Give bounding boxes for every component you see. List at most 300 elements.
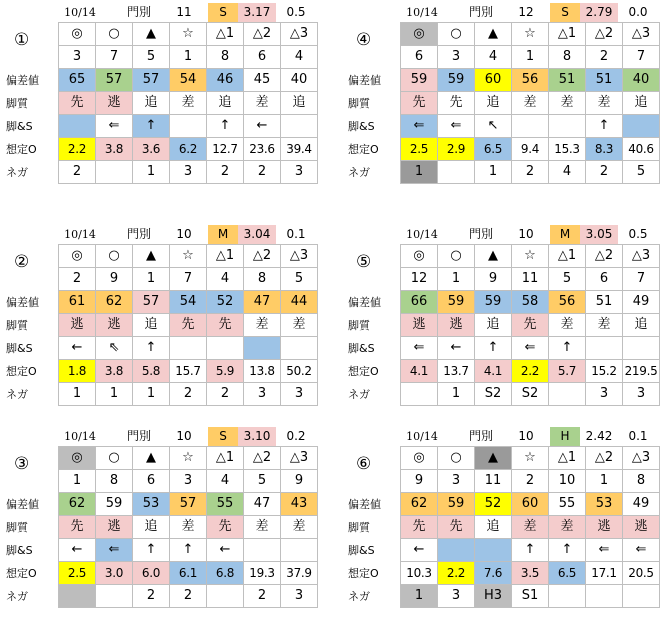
race-value: 2.79	[580, 3, 618, 22]
horse-cell: 4	[475, 46, 512, 69]
odds-cell: 5.7	[549, 360, 586, 383]
style-cell: 逃	[59, 314, 96, 337]
odds-cell: 37.9	[281, 562, 318, 585]
horse-cell: 1	[59, 470, 96, 493]
row-label: 脚&S	[348, 342, 375, 355]
style-cell: 追	[475, 92, 512, 115]
horse-cell: 7	[170, 268, 207, 291]
score-cell: 57	[96, 69, 133, 92]
leg-cell: ←	[438, 337, 475, 360]
style-cell: 先	[401, 516, 438, 539]
mark-cell: ◎	[59, 447, 96, 470]
mark-cell: △1	[549, 23, 586, 46]
style-cell: 差	[244, 314, 281, 337]
mark-row	[400, 446, 661, 469]
odds-cell: 1.8	[59, 360, 96, 383]
nega-cell	[549, 383, 586, 406]
race-grade: S	[208, 427, 238, 446]
horse-cell: 5	[549, 268, 586, 291]
leg-row	[348, 114, 661, 137]
nega-cell: 3	[170, 161, 207, 184]
nega-cell: 3	[623, 383, 660, 406]
horse-cell: 5	[133, 46, 170, 69]
nega-cell	[207, 585, 244, 608]
race-extra: 0.0	[628, 5, 648, 19]
horse-cell: 11	[512, 268, 549, 291]
race-extra: 0.5	[628, 227, 648, 241]
mark-cell: ☆	[512, 245, 549, 268]
horse-cell: 3	[170, 470, 207, 493]
row-label: 偏差値	[348, 498, 381, 511]
race-date: 10/14	[406, 430, 438, 443]
score-cell: 51	[586, 69, 623, 92]
score-cell: 52	[475, 493, 512, 516]
nega-cell: 3	[438, 585, 475, 608]
row-label: 想定O	[6, 365, 37, 378]
odds-cell: 5.8	[133, 360, 170, 383]
horse-cell: 9	[475, 268, 512, 291]
horse-cell: 7	[623, 46, 660, 69]
nega-cell: 3	[281, 383, 318, 406]
score-cell: 57	[133, 69, 170, 92]
leg-cell	[244, 337, 281, 360]
mark-cell: ◎	[401, 245, 438, 268]
nega-cell: 1	[96, 383, 133, 406]
nega-cell: 1	[475, 161, 512, 184]
odds-row	[6, 359, 320, 382]
leg-cell: ⇐	[586, 539, 623, 562]
odds-cell: 5.9	[207, 360, 244, 383]
horse-cell: 5	[244, 470, 281, 493]
odds-row	[348, 561, 661, 584]
panel-index: ②	[14, 252, 30, 272]
odds-cell: 8.3	[586, 138, 623, 161]
horse-cell: 2	[59, 268, 96, 291]
leg-row	[6, 336, 320, 359]
style-row	[348, 313, 661, 336]
race-venue: 門別	[468, 227, 493, 241]
style-cell: 追	[281, 92, 318, 115]
horse-cell: 3	[438, 470, 475, 493]
style-cell: 追	[623, 92, 660, 115]
mark-row	[58, 22, 320, 45]
leg-cell	[512, 115, 549, 138]
race-venue: 門別	[126, 429, 151, 443]
nega-row	[6, 382, 320, 405]
mark-cell: △2	[244, 245, 281, 268]
leg-cell: ↖	[475, 115, 512, 138]
horse-cell: 8	[207, 46, 244, 69]
odds-cell: 2.9	[438, 138, 475, 161]
race-grade: H	[550, 427, 580, 446]
horse-cell: 3	[438, 46, 475, 69]
horse-row	[400, 45, 661, 68]
leg-cell: ↑	[586, 115, 623, 138]
horse-cell: 4	[207, 470, 244, 493]
horse-cell: 1	[512, 46, 549, 69]
row-label: 偏差値	[348, 296, 381, 309]
nega-cell: 2	[244, 161, 281, 184]
horse-cell: 9	[401, 470, 438, 493]
odds-cell: 6.5	[549, 562, 586, 585]
score-cell: 60	[512, 493, 549, 516]
horse-cell: 10	[549, 470, 586, 493]
style-cell: 先	[59, 516, 96, 539]
leg-row	[348, 336, 661, 359]
race-header	[58, 424, 320, 446]
nega-cell	[96, 585, 133, 608]
odds-cell: 2.5	[59, 562, 96, 585]
score-cell: 59	[438, 69, 475, 92]
race-value: 3.05	[580, 225, 618, 244]
odds-cell: 23.6	[244, 138, 281, 161]
style-cell: 追	[475, 516, 512, 539]
score-row	[6, 492, 320, 515]
style-cell: 逃	[586, 516, 623, 539]
mark-cell: △3	[281, 23, 318, 46]
race-value: 3.17	[238, 3, 276, 22]
odds-cell: 3.8	[96, 360, 133, 383]
style-cell: 先	[512, 314, 549, 337]
score-cell: 47	[244, 291, 281, 314]
nega-cell: 4	[549, 161, 586, 184]
score-cell: 56	[549, 291, 586, 314]
odds-cell: 40.6	[623, 138, 660, 161]
leg-row	[348, 538, 661, 561]
style-cell: 先	[59, 92, 96, 115]
leg-cell: ⇐	[96, 539, 133, 562]
horse-cell: 4	[207, 268, 244, 291]
nega-cell: 3	[281, 161, 318, 184]
row-label: 想定O	[6, 567, 37, 580]
mark-cell: △2	[586, 447, 623, 470]
mark-cell: △1	[549, 245, 586, 268]
mark-cell: ○	[438, 23, 475, 46]
mark-row	[58, 446, 320, 469]
score-cell: 54	[170, 291, 207, 314]
leg-cell: ↑	[133, 337, 170, 360]
score-row	[6, 68, 320, 91]
score-cell: 56	[512, 69, 549, 92]
nega-cell: 2	[512, 161, 549, 184]
race-number: 11	[176, 5, 192, 19]
race-venue: 門別	[468, 429, 493, 443]
odds-cell: 50.2	[281, 360, 318, 383]
odds-cell: 15.2	[586, 360, 623, 383]
mark-cell: ◎	[401, 23, 438, 46]
horse-cell: 6	[401, 46, 438, 69]
race-number: 10	[518, 227, 534, 241]
race-header	[58, 0, 320, 22]
nega-cell	[401, 383, 438, 406]
leg-cell: ←	[401, 539, 438, 562]
score-cell: 53	[586, 493, 623, 516]
nega-cell: 3	[244, 383, 281, 406]
score-cell: 45	[244, 69, 281, 92]
nega-cell: 1	[59, 383, 96, 406]
score-cell: 60	[475, 69, 512, 92]
horse-cell: 6	[586, 268, 623, 291]
score-cell: 49	[623, 493, 660, 516]
nega-cell: 5	[623, 161, 660, 184]
horse-cell: 11	[475, 470, 512, 493]
score-cell: 55	[207, 493, 244, 516]
leg-cell: ⇐	[96, 115, 133, 138]
leg-cell	[244, 539, 281, 562]
score-cell: 51	[586, 291, 623, 314]
style-cell: 逃	[623, 516, 660, 539]
style-cell: 追	[623, 314, 660, 337]
leg-row	[6, 114, 320, 137]
style-cell: 逃	[438, 314, 475, 337]
score-cell: 47	[244, 493, 281, 516]
style-row	[6, 91, 320, 114]
score-row	[348, 492, 661, 515]
style-cell: 差	[549, 314, 586, 337]
leg-cell: ↑	[549, 539, 586, 562]
leg-cell	[623, 337, 660, 360]
odds-row	[348, 137, 661, 160]
odds-cell: 6.8	[207, 562, 244, 585]
leg-cell: ↑	[512, 539, 549, 562]
race-extra: 0.1	[286, 227, 306, 241]
race-number: 10	[518, 429, 534, 443]
nega-cell: 2	[133, 585, 170, 608]
odds-cell: 10.3	[401, 562, 438, 585]
score-cell: 53	[133, 493, 170, 516]
row-label: 脚質	[6, 97, 28, 110]
horse-cell: 12	[401, 268, 438, 291]
mark-cell: △2	[244, 23, 281, 46]
row-label: 脚&S	[6, 342, 33, 355]
odds-cell: 2.2	[512, 360, 549, 383]
race-value: 3.10	[238, 427, 276, 446]
nega-cell: H3	[475, 585, 512, 608]
row-label: 偏差値	[348, 74, 381, 87]
odds-cell: 13.8	[244, 360, 281, 383]
row-label: ネガ	[348, 590, 370, 603]
horse-cell: 2	[586, 46, 623, 69]
score-cell: 62	[401, 493, 438, 516]
leg-cell: ⇐	[401, 115, 438, 138]
score-row	[6, 290, 320, 313]
race-number: 12	[518, 5, 534, 19]
panel-index: ⑤	[356, 252, 372, 272]
score-cell: 62	[59, 493, 96, 516]
style-row	[348, 515, 661, 538]
style-cell: 追	[133, 92, 170, 115]
race-grade: S	[208, 3, 238, 22]
score-cell: 59	[438, 493, 475, 516]
score-cell: 58	[512, 291, 549, 314]
leg-cell	[586, 337, 623, 360]
mark-cell: ◎	[401, 447, 438, 470]
score-cell: 49	[623, 291, 660, 314]
horse-row	[58, 469, 320, 492]
mark-cell: △1	[549, 447, 586, 470]
odds-cell: 2.2	[59, 138, 96, 161]
mark-cell: ▲	[133, 447, 170, 470]
style-cell: 逃	[96, 314, 133, 337]
leg-cell: ↑	[170, 539, 207, 562]
mark-cell: ☆	[170, 23, 207, 46]
mark-cell: ▲	[133, 23, 170, 46]
horse-cell: 9	[281, 470, 318, 493]
leg-cell: ←	[207, 539, 244, 562]
style-cell: 先	[207, 314, 244, 337]
odds-cell: 219.5	[623, 360, 660, 383]
nega-cell: 2	[170, 383, 207, 406]
style-cell: 逃	[96, 92, 133, 115]
row-label: 想定O	[348, 567, 379, 580]
odds-cell: 9.4	[512, 138, 549, 161]
row-label: 脚質	[6, 521, 28, 534]
mark-cell: △1	[207, 447, 244, 470]
style-cell: 差	[586, 92, 623, 115]
odds-cell: 7.6	[475, 562, 512, 585]
odds-cell: 4.1	[475, 360, 512, 383]
row-label: 想定O	[348, 365, 379, 378]
leg-cell	[438, 539, 475, 562]
nega-cell	[96, 161, 133, 184]
race-extra: 0.1	[628, 429, 648, 443]
horse-cell: 2	[512, 470, 549, 493]
leg-cell: ⇐	[623, 539, 660, 562]
mark-row	[400, 244, 661, 267]
nega-cell	[623, 585, 660, 608]
horse-cell: 8	[244, 268, 281, 291]
nega-cell	[59, 585, 96, 608]
nega-cell: 1	[401, 161, 438, 184]
style-row	[348, 91, 661, 114]
nega-cell: 2	[586, 161, 623, 184]
style-cell: 差	[586, 314, 623, 337]
style-cell: 追	[133, 516, 170, 539]
score-cell: 46	[207, 69, 244, 92]
race-date: 10/14	[64, 430, 96, 443]
horse-cell: 1	[438, 268, 475, 291]
horse-cell: 1	[586, 470, 623, 493]
race-grade: S	[550, 3, 580, 22]
odds-cell: 3.6	[133, 138, 170, 161]
style-cell: 差	[281, 516, 318, 539]
leg-cell	[281, 539, 318, 562]
odds-cell: 6.1	[170, 562, 207, 585]
mark-cell: △3	[623, 23, 660, 46]
row-label: 脚質	[348, 521, 370, 534]
mark-cell: ☆	[170, 245, 207, 268]
row-label: ネガ	[6, 388, 28, 401]
score-cell: 54	[170, 69, 207, 92]
horse-cell: 3	[59, 46, 96, 69]
nega-row	[6, 160, 320, 183]
nega-cell: 2	[207, 161, 244, 184]
race-panel	[348, 222, 661, 405]
score-cell: 40	[623, 69, 660, 92]
row-label: ネガ	[6, 166, 28, 179]
mark-cell: △1	[207, 245, 244, 268]
nega-cell: 1	[401, 585, 438, 608]
horse-row	[400, 469, 661, 492]
horse-cell: 6	[133, 470, 170, 493]
row-label: 脚質	[348, 319, 370, 332]
odds-cell: 3.8	[96, 138, 133, 161]
horse-cell: 1	[170, 46, 207, 69]
nega-cell: 2	[244, 585, 281, 608]
score-cell: 65	[59, 69, 96, 92]
race-extra: 0.2	[286, 429, 306, 443]
nega-cell: 1	[133, 383, 170, 406]
leg-cell: ⇖	[96, 337, 133, 360]
row-label: 脚&S	[348, 120, 375, 133]
style-cell: 先	[207, 516, 244, 539]
leg-cell	[475, 539, 512, 562]
horse-row	[58, 45, 320, 68]
style-cell: 差	[512, 92, 549, 115]
score-cell: 44	[281, 291, 318, 314]
race-header	[400, 222, 661, 244]
nega-cell: S1	[512, 585, 549, 608]
horse-row	[58, 267, 320, 290]
score-cell: 55	[549, 493, 586, 516]
horse-cell: 7	[96, 46, 133, 69]
mark-cell: ☆	[512, 447, 549, 470]
odds-cell: 3.0	[96, 562, 133, 585]
score-cell: 66	[401, 291, 438, 314]
odds-cell: 6.2	[170, 138, 207, 161]
odds-cell: 15.7	[170, 360, 207, 383]
nega-row	[348, 160, 661, 183]
row-label: 偏差値	[6, 498, 39, 511]
race-grade: M	[208, 225, 238, 244]
nega-row	[6, 584, 320, 607]
nega-cell: S2	[475, 383, 512, 406]
race-date: 10/14	[406, 6, 438, 19]
horse-cell: 9	[96, 268, 133, 291]
mark-cell: △1	[207, 23, 244, 46]
score-cell: 57	[170, 493, 207, 516]
panel-index: ④	[356, 30, 372, 50]
race-header	[400, 0, 661, 22]
leg-cell: ↑	[133, 539, 170, 562]
panel-index: ①	[14, 30, 30, 50]
race-extra: 0.5	[286, 5, 306, 19]
odds-row	[6, 561, 320, 584]
score-row	[348, 290, 661, 313]
row-label: 脚質	[348, 97, 370, 110]
leg-cell	[281, 115, 318, 138]
nega-cell: S2	[512, 383, 549, 406]
horse-cell: 8	[96, 470, 133, 493]
odds-cell: 2.2	[438, 562, 475, 585]
mark-cell: △2	[586, 23, 623, 46]
race-date: 10/14	[64, 6, 96, 19]
score-cell: 59	[438, 291, 475, 314]
odds-cell: 13.7	[438, 360, 475, 383]
odds-cell: 20.5	[623, 562, 660, 585]
mark-cell: ▲	[475, 23, 512, 46]
nega-cell	[549, 585, 586, 608]
score-cell: 62	[96, 291, 133, 314]
race-number: 10	[176, 429, 192, 443]
mark-cell: ☆	[512, 23, 549, 46]
mark-cell: ☆	[170, 447, 207, 470]
mark-cell: ▲	[475, 245, 512, 268]
race-panel	[6, 222, 320, 405]
race-venue: 門別	[126, 227, 151, 241]
race-venue: 門別	[468, 5, 493, 19]
panel-index: ⑥	[356, 454, 372, 474]
